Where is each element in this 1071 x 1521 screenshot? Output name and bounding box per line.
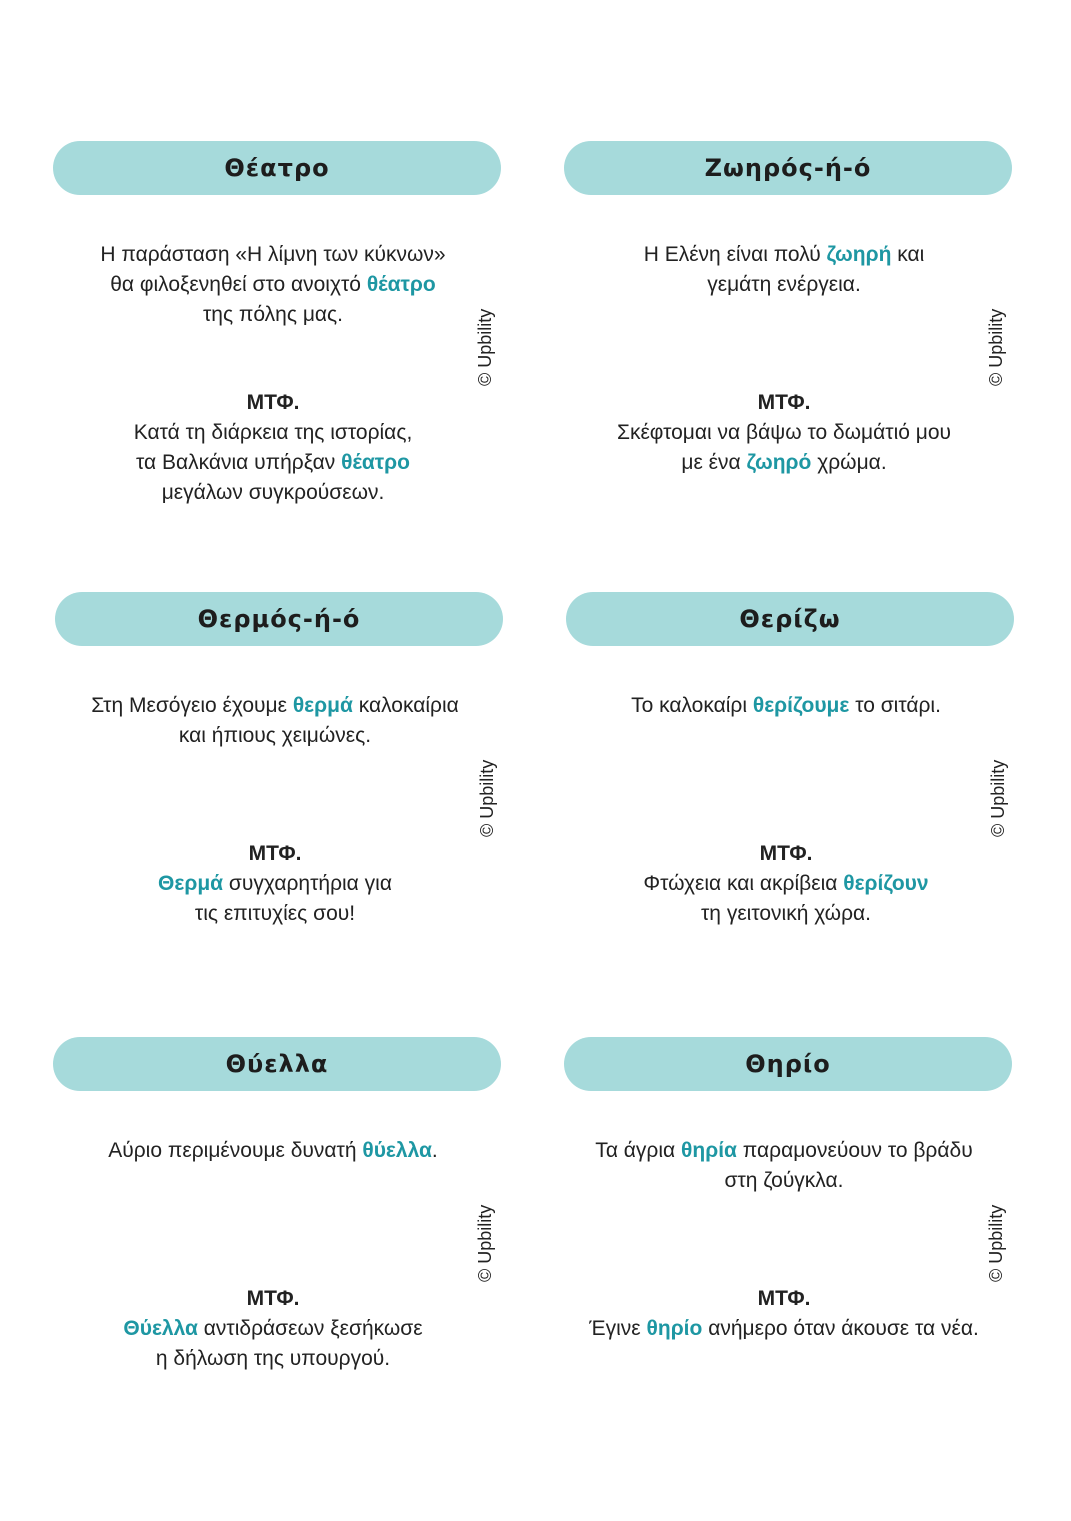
copyright-notice: © Upbility: [988, 759, 1008, 837]
highlighted-word: θερμά: [292, 694, 353, 717]
example-text: χρώμα.: [811, 451, 887, 474]
example-text: Η παράσταση «Η λίμνη των κύκνων»: [100, 243, 446, 266]
example-line: [564, 1314, 1004, 1344]
literal-example: [53, 240, 493, 330]
example-text: γεμάτη ενέργεια.: [707, 273, 861, 296]
example-text: .: [431, 1139, 438, 1162]
copyright-notice: © Upbility: [477, 759, 497, 837]
example-line: [564, 240, 1004, 270]
example-text: Στη Μεσόγειο έχουμε: [91, 694, 293, 717]
example-line: [566, 691, 1006, 721]
example-text: θα φιλοξενηθεί στο ανοιχτό: [110, 273, 367, 296]
highlighted-word: θηρία: [681, 1139, 737, 1162]
example-text: Κατά τη διάρκεια της ιστορίας,: [133, 421, 413, 444]
example-line: [53, 448, 493, 478]
highlighted-word: θερίζουμε: [752, 694, 850, 717]
example-line: [55, 721, 495, 751]
example-line: [53, 270, 493, 300]
metaphor-example: [55, 839, 495, 929]
example-text: Αύριο περιμένουμε δυνατή: [108, 1139, 363, 1162]
example-line: [53, 478, 493, 508]
example-text: μεγάλων συγκρούσεων.: [161, 481, 385, 504]
example-line: [564, 448, 1004, 478]
example-line: [53, 1136, 493, 1166]
metaphor-label: ΜΤΦ.: [248, 842, 302, 865]
highlighted-word: θηρίο: [646, 1317, 703, 1340]
highlighted-word: Θύελλα: [123, 1317, 198, 1340]
card-title-pill: [566, 592, 1014, 646]
flashcard-2: [564, 141, 1012, 561]
example-line: [566, 869, 1006, 899]
metaphor-label: ΜΤΦ.: [757, 391, 811, 414]
metaphor-example: [564, 1284, 1004, 1344]
example-text: και ήπιους χειμώνες.: [178, 724, 372, 747]
example-text: της πόλης μας.: [202, 303, 344, 326]
example-text: η δήλωση της υπουργού.: [155, 1347, 391, 1370]
metaphor-example: [53, 1284, 493, 1374]
literal-example: [55, 691, 495, 751]
card-title-pill: [53, 1037, 501, 1091]
metaphor-example: [53, 388, 493, 508]
example-text: Σκέφτομαι να βάψω το δωμάτιό μου: [616, 421, 952, 444]
highlighted-word: θύελλα: [362, 1139, 432, 1162]
example-line: [564, 270, 1004, 300]
example-line: [53, 240, 493, 270]
metaphor-example: [566, 839, 1006, 929]
example-line: [53, 1344, 493, 1374]
metaphor-label: ΜΤΦ.: [246, 1287, 300, 1310]
card-title: Θύελλα: [225, 1050, 329, 1078]
example-text: συγχαρητήρια για: [223, 872, 392, 895]
highlighted-word: θερίζουν: [843, 872, 929, 895]
example-text: τη γειτονική χώρα.: [701, 902, 871, 925]
card-title: Θερμός-ή-ό: [197, 605, 361, 633]
copyright-notice: © Upbility: [475, 1204, 495, 1282]
example-text: τα Βαλκάνια υπήρξαν: [136, 451, 342, 474]
example-text: και: [891, 243, 925, 266]
example-text: στη ζούγκλα.: [724, 1169, 844, 1192]
flashcard-1: [53, 141, 501, 561]
literal-example: [564, 240, 1004, 300]
example-line: [53, 418, 493, 448]
flashcard-3: [55, 592, 503, 1012]
highlighted-word: ζωηρή: [826, 243, 892, 266]
card-title-pill: [53, 141, 501, 195]
example-line: [53, 300, 493, 330]
example-line: [53, 1314, 493, 1344]
example-text: τις επιτυχίες σου!: [194, 902, 356, 925]
literal-example: [53, 1136, 493, 1166]
example-line: [566, 899, 1006, 929]
copyright-notice: © Upbility: [475, 308, 495, 386]
example-line: [564, 1136, 1004, 1166]
example-line: [55, 869, 495, 899]
metaphor-example: [564, 388, 1004, 478]
example-text: παραμονεύουν το βράδυ: [736, 1139, 973, 1162]
highlighted-word: ζωηρό: [746, 451, 812, 474]
card-title: Θηρίο: [745, 1050, 831, 1078]
card-title: Θερίζω: [739, 605, 841, 633]
card-title-pill: [564, 1037, 1012, 1091]
example-line: [55, 899, 495, 929]
metaphor-label: ΜΤΦ.: [757, 1287, 811, 1310]
example-text: αντιδράσεων ξεσήκωσε: [197, 1317, 423, 1340]
example-text: το σιτάρι.: [849, 694, 941, 717]
example-text: Το καλοκαίρι: [631, 694, 753, 717]
flashcard-5: [53, 1037, 501, 1457]
highlighted-word: θέατρο: [366, 273, 436, 296]
card-title: Θέατρο: [224, 154, 330, 182]
flashcard-4: [566, 592, 1014, 1012]
example-text: Φτώχεια και ακρίβεια: [643, 872, 844, 895]
highlighted-word: θέατρο: [341, 451, 410, 474]
card-title-pill: [564, 141, 1012, 195]
example-line: [564, 1166, 1004, 1196]
highlighted-word: Θερμά: [158, 872, 224, 895]
card-title: Ζωηρός-ή-ό: [704, 154, 872, 182]
copyright-notice: © Upbility: [986, 308, 1006, 386]
metaphor-label: ΜΤΦ.: [246, 391, 300, 414]
example-text: καλοκαίρια: [352, 694, 459, 717]
card-title-pill: [55, 592, 503, 646]
example-line: [55, 691, 495, 721]
example-line: [564, 418, 1004, 448]
example-text: Η Ελένη είναι πολύ: [643, 243, 827, 266]
example-text: ανήμερο όταν άκουσε τα νέα.: [702, 1317, 979, 1340]
flashcard-6: [564, 1037, 1012, 1457]
example-text: Τα άγρια: [595, 1139, 682, 1162]
example-text: με ένα: [681, 451, 747, 474]
copyright-notice: © Upbility: [986, 1204, 1006, 1282]
literal-example: [566, 691, 1006, 721]
literal-example: [564, 1136, 1004, 1196]
example-text: Έγινε: [589, 1317, 647, 1340]
metaphor-label: ΜΤΦ.: [759, 842, 813, 865]
